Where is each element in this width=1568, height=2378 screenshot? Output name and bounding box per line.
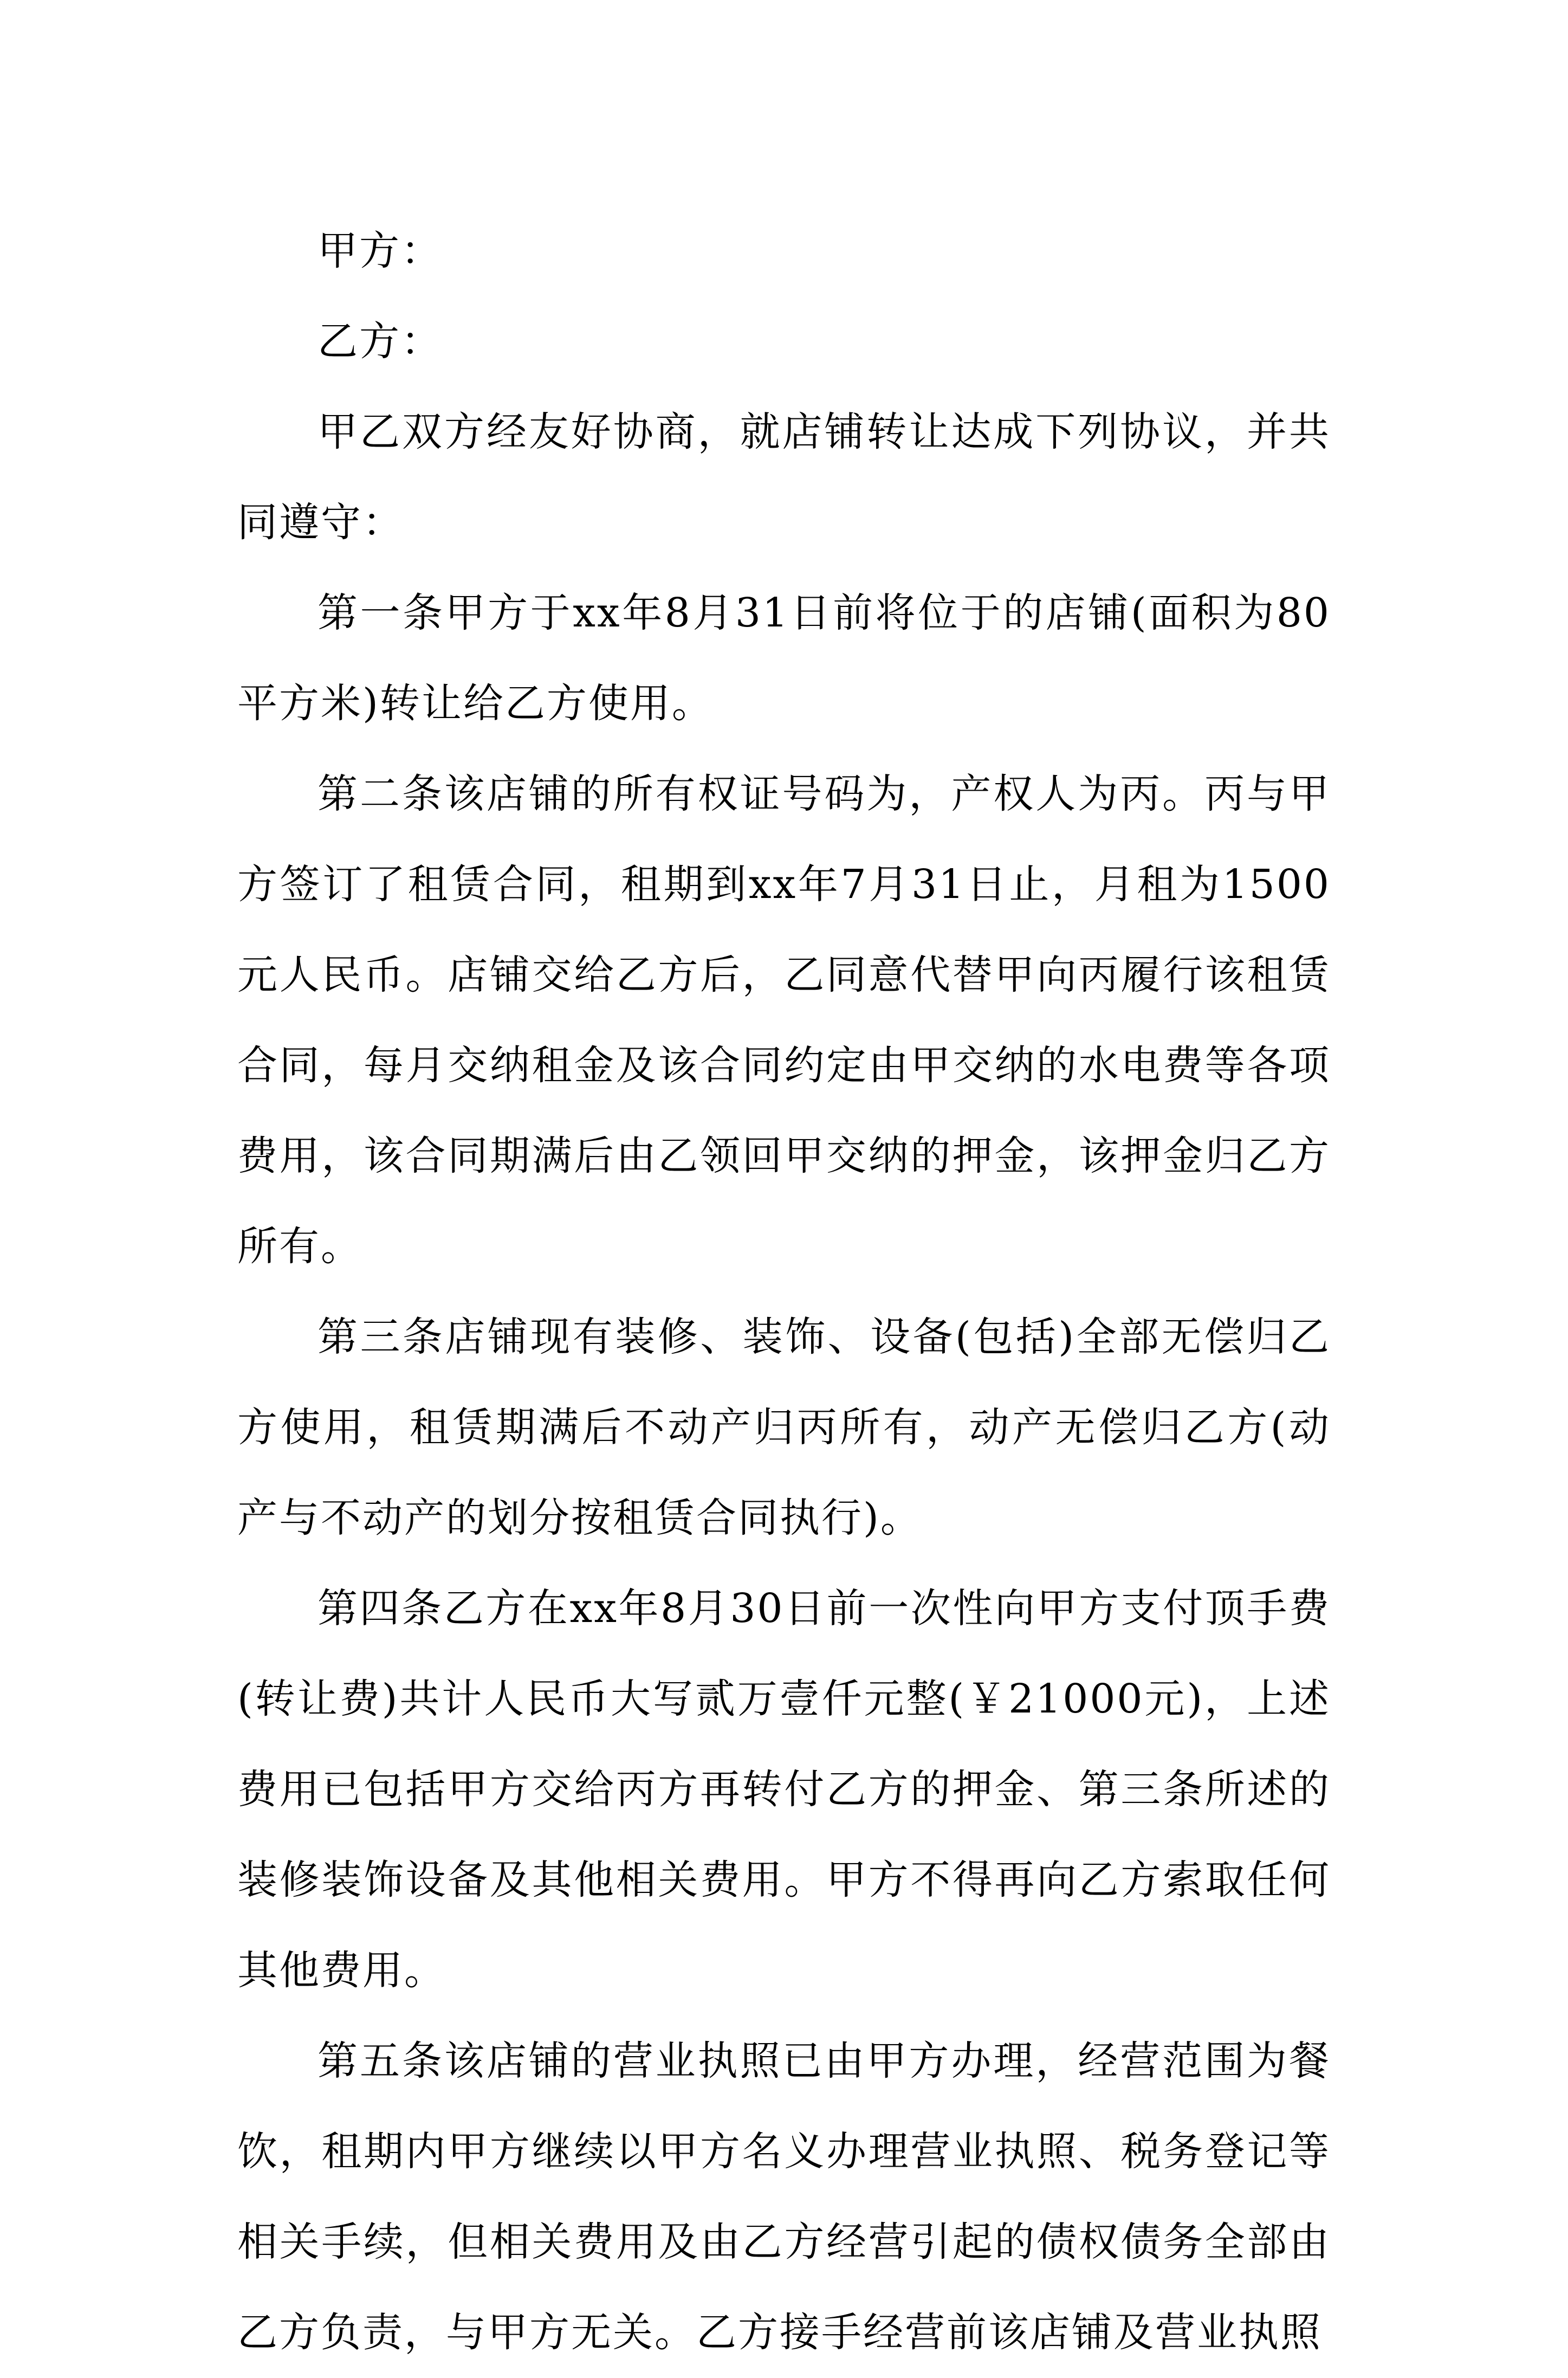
article-5-paragraph: 第五条该店铺的营业执照已由甲方办理，经营范围为餐饮，租期内甲方继续以甲方名义办理营业执照、税务登记等相关手续，但相关费用及由乙方经营引起的债权债务全部由乙方负责，与甲方无关。乙方接手经营前该店铺及营业执照	[237, 2038, 1331, 2356]
preamble-paragraph: 甲乙双方经友好协商，就店铺转让达成下列协议，并共同遵守：	[237, 409, 1331, 546]
contract-body	[237, 206, 1331, 2378]
article-3-paragraph: 第三条店铺现有装修、装饰、设备(包括)全部无偿归乙方使用，租赁期满后不动产归丙所有，动产无偿归乙方(动产与不动产的划分按租赁合同执行)。	[237, 1314, 1331, 1541]
article-2-paragraph: 第二条该店铺的所有权证号码为，产权人为丙。丙与甲方签订了租赁合同，租期到xx年7月31日止，月租为1500元人民币。店铺交给乙方后，乙同意代替甲向丙履行该租赁合同，每月交纳租金及该合同约定由甲交纳的水电费等各项费用，该合同期满后由乙领回甲交纳的押金，该押金归乙方所有。	[237, 771, 1331, 1270]
party-b-line: 乙方：	[318, 318, 443, 365]
article-4-paragraph: 第四条乙方在xx年8月30日前一次性向甲方支付顶手费(转让费)共计人民币大写贰万壹仟元整(￥21000元)，上述费用已包括甲方交给丙方再转付乙方的押金、第三条所述的装修装饰设备及其他相关费用。甲方不得再向乙方索取任何其他费用。	[237, 1585, 1331, 1994]
party-a-line: 甲方：	[318, 228, 443, 274]
article-1-paragraph: 第一条甲方于xx年8月31日前将位于的店铺(面积为80平方米)转让给乙方使用。	[237, 590, 1331, 727]
